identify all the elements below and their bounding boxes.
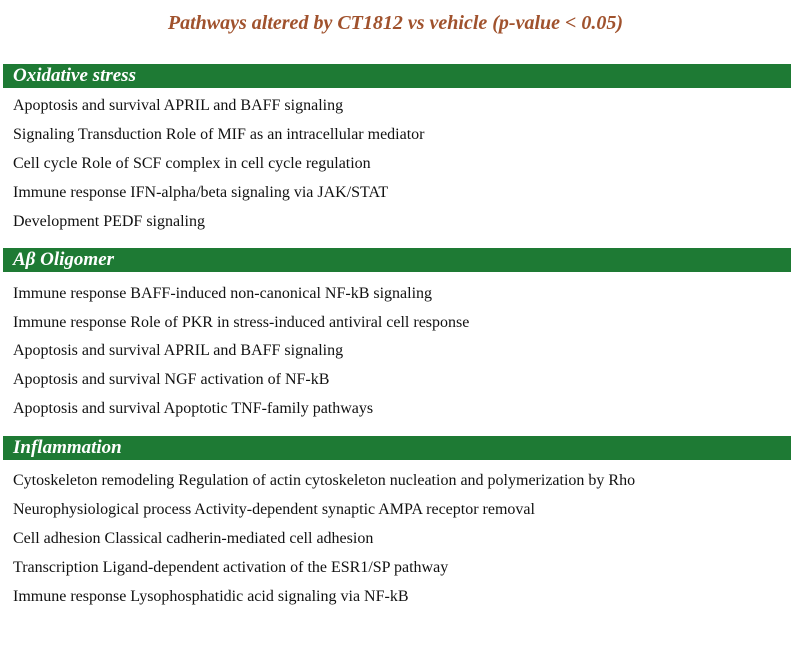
list-item: Immune response IFN-alpha/beta signaling via JAK/STAT (13, 184, 389, 201)
list-item: Apoptosis and survival APRIL and BAFF signaling (13, 97, 344, 114)
list-item: Transcription Ligand-dependent activation of the ESR1/SP pathway (13, 559, 449, 576)
list-item: Neurophysiological process Activity-dependent synaptic AMPA receptor removal (13, 501, 535, 518)
list-item: Apoptosis and survival Apoptotic TNF-family pathways (13, 400, 374, 417)
list-item: Development PEDF signaling (13, 213, 205, 230)
list-item: Signaling Transduction Role of MIF as an intracellular mediator (13, 126, 425, 143)
list-item: Immune response BAFF-induced non-canonical NF-kB signaling (13, 285, 433, 302)
section-header-inflammation: Inflammation (3, 436, 791, 460)
list-item: Cell adhesion Classical cadherin-mediated cell adhesion (13, 530, 374, 547)
page-title: Pathways altered by CT1812 vs vehicle (p-value < 0.05) (167, 12, 624, 34)
list-item: Apoptosis and survival APRIL and BAFF signaling (13, 342, 344, 359)
list-item: Immune response Lysophosphatidic acid signaling via NF-kB (13, 588, 409, 605)
section-header-oxidative-stress: Oxidative stress (3, 64, 791, 88)
list-item: Apoptosis and survival NGF activation of NF-kB (13, 371, 330, 388)
list-item: Cytoskeleton remodeling Regulation of actin cytoskeleton nucleation and polymerization by Rho (13, 472, 636, 489)
list-item: Cell cycle Role of SCF complex in cell cycle regulation (13, 155, 371, 172)
list-item: Immune response Role of PKR in stress-induced antiviral cell response (13, 314, 470, 331)
section-header-abeta-oligomer: Aβ Oligomer (3, 248, 791, 272)
